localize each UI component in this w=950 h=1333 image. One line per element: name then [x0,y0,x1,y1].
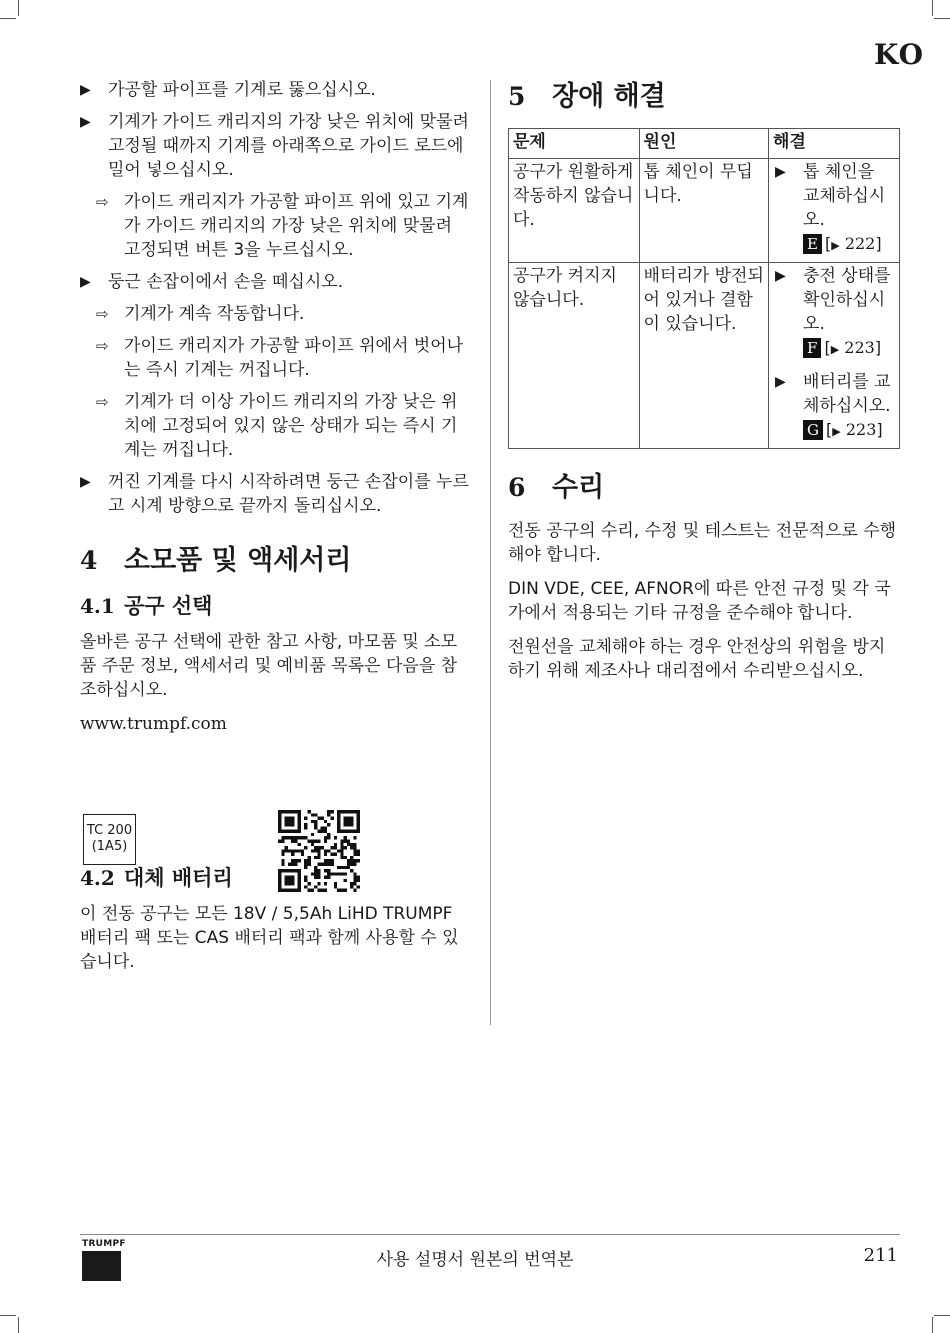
figure-reference[interactable]: F [▶ 223] [803,336,895,362]
triangle-right-icon: ▶ [80,474,91,490]
result-item: ⇨ 가이드 캐리지가 가공할 파이프 위에 있고 기계가 가이드 캐리지의 가장 낮은 위치에 맞물려 고정되면 버튼 3을 누르십시오. [96,192,469,260]
hollow-arrow-right-icon: ⇨ [96,305,109,323]
section-5-heading: 5 장애 해결 [508,81,666,112]
small-triangle-right-icon: ▶ [832,425,841,438]
triangle-right-icon: ▶ [80,82,91,98]
step-item: ▶ 꺼진 기계를 다시 시작하려면 둥근 손잡이를 누르고 시계 방향으로 끝까지 돌리십시오. [80,472,469,516]
solution-item: ▶ 충전 상태를 확인하십시오. F [▶ 223] [773,264,895,362]
small-triangle-right-icon: ▶ [831,239,840,252]
trumpf-logo-text: TRUMPF [82,1239,126,1249]
triangle-right-icon: ▶ [80,274,91,290]
tool-selection-text: 올바른 공구 선택에 관한 참고 사항, 마모품 및 소모품 주문 정보, 액세서리 및 예비품 목록은 다음을 참조하십시오. [80,632,458,700]
crop-mark [932,1317,933,1333]
crop-mark [0,18,16,19]
cause-cell: 톱 체인이 무딥니다. [639,159,769,263]
table-row [509,263,900,449]
solution-cell [769,263,900,449]
table-row [509,159,900,263]
crop-mark [934,1315,950,1316]
crop-mark [932,0,933,16]
battery-text: 이 전동 공구는 모든 18V / 5,5Ah LiHD TRUMPF 배터리 팩 또는 CAS 배터리 팩과 함께 사용할 수 있습니다. [80,904,459,972]
triangle-right-icon: ▶ [775,268,786,284]
small-triangle-right-icon: ▶ [830,343,840,356]
section-4-heading: 4 소모품 및 액세서리 [80,545,352,576]
result-item: ⇨ 가이드 캐리지가 가공할 파이프 위에서 벗어나는 즉시 기계는 꺼집니다. [96,336,464,380]
triangle-right-icon: ▶ [775,374,786,390]
column-divider [490,80,491,1025]
step-item: ▶ 가공할 파이프를 기계로 뚫으십시오. [80,80,376,100]
step-item: ▶ 둥근 손잡이에서 손을 떼십시오. [80,272,344,292]
repair-paragraph: 전동 공구의 수리, 수정 및 테스트는 전문적으로 수행해야 합니다. [508,521,897,565]
table-header-row [509,129,900,159]
left-column [80,78,472,974]
section-4-1-heading: 4.1 공구 선택 [80,594,213,618]
figure-reference[interactable]: G [▶ 223] [803,418,895,444]
column-header-problem: 문제 [509,129,640,159]
page-number: 211 [863,1245,898,1266]
hollow-arrow-right-icon: ⇨ [96,337,109,355]
triangle-right-icon: ▶ [775,164,786,180]
product-code-box: TC 200 (1A5) [83,814,136,865]
language-code: KO [874,38,924,71]
solution-item: ▶ 톱 체인을 교체하십시오. E [▶ 222] [773,160,895,258]
triangle-right-icon: ▶ [80,114,91,130]
crop-mark [0,1315,16,1316]
footer-rule [80,1234,900,1235]
result-item: ⇨ 기계가 계속 작동합니다. [96,304,305,324]
footer-document-title: 사용 설명서 원본의 번역본 [376,1250,574,1270]
qr-code[interactable] [278,810,360,892]
crop-mark [18,0,19,16]
cause-cell: 배터리가 방전되어 있거나 결함이 있습니다. [639,263,769,449]
column-header-cause: 원인 [639,129,769,159]
figure-reference[interactable]: E [▶ 222] [803,232,895,258]
hollow-arrow-right-icon: ⇨ [96,193,109,211]
solution-item: ▶ 배터리를 교체하십시오. G [▶ 223] [773,370,895,444]
website-link[interactable]: www.trumpf.com [80,714,227,734]
repair-paragraph: DIN VDE, CEE, AFNOR에 따른 안전 규정 및 각 국가에서 적용되는 기타 규정을 준수해야 합니다. [508,579,891,623]
hollow-arrow-right-icon: ⇨ [96,393,109,411]
procedure-steps [80,78,472,518]
crop-mark [18,1317,19,1333]
repair-paragraph: 전원선을 교체해야 하는 경우 안전상의 위험을 방지하기 위해 제조사나 대리점에서 수리받으십시오. [508,637,886,681]
troubleshooting-table [508,128,900,449]
solution-cell [769,159,900,263]
problem-cell: 공구가 켜지지 않습니다. [509,263,640,449]
right-column [508,78,900,683]
result-item: ⇨ 기계가 더 이상 가이드 캐리지의 가장 낮은 위치에 고정되어 있지 않은 상태가 되는 즉시 기계는 꺼집니다. [96,392,458,460]
section-6-heading: 6 수리 [508,472,605,503]
problem-cell: 공구가 원활하게 작동하지 않습니다. [509,159,640,263]
section-4-2-heading: 4.2 대체 배터리 [80,866,233,890]
step-item: ▶ 기계가 가이드 캐리지의 가장 낮은 위치에 맞물려 고정될 때까지 기계를 아래쪽으로 가이드 로드에 밀어 넣으십시오. [80,112,469,180]
crop-mark [934,18,950,19]
column-header-solution: 해결 [769,129,900,159]
